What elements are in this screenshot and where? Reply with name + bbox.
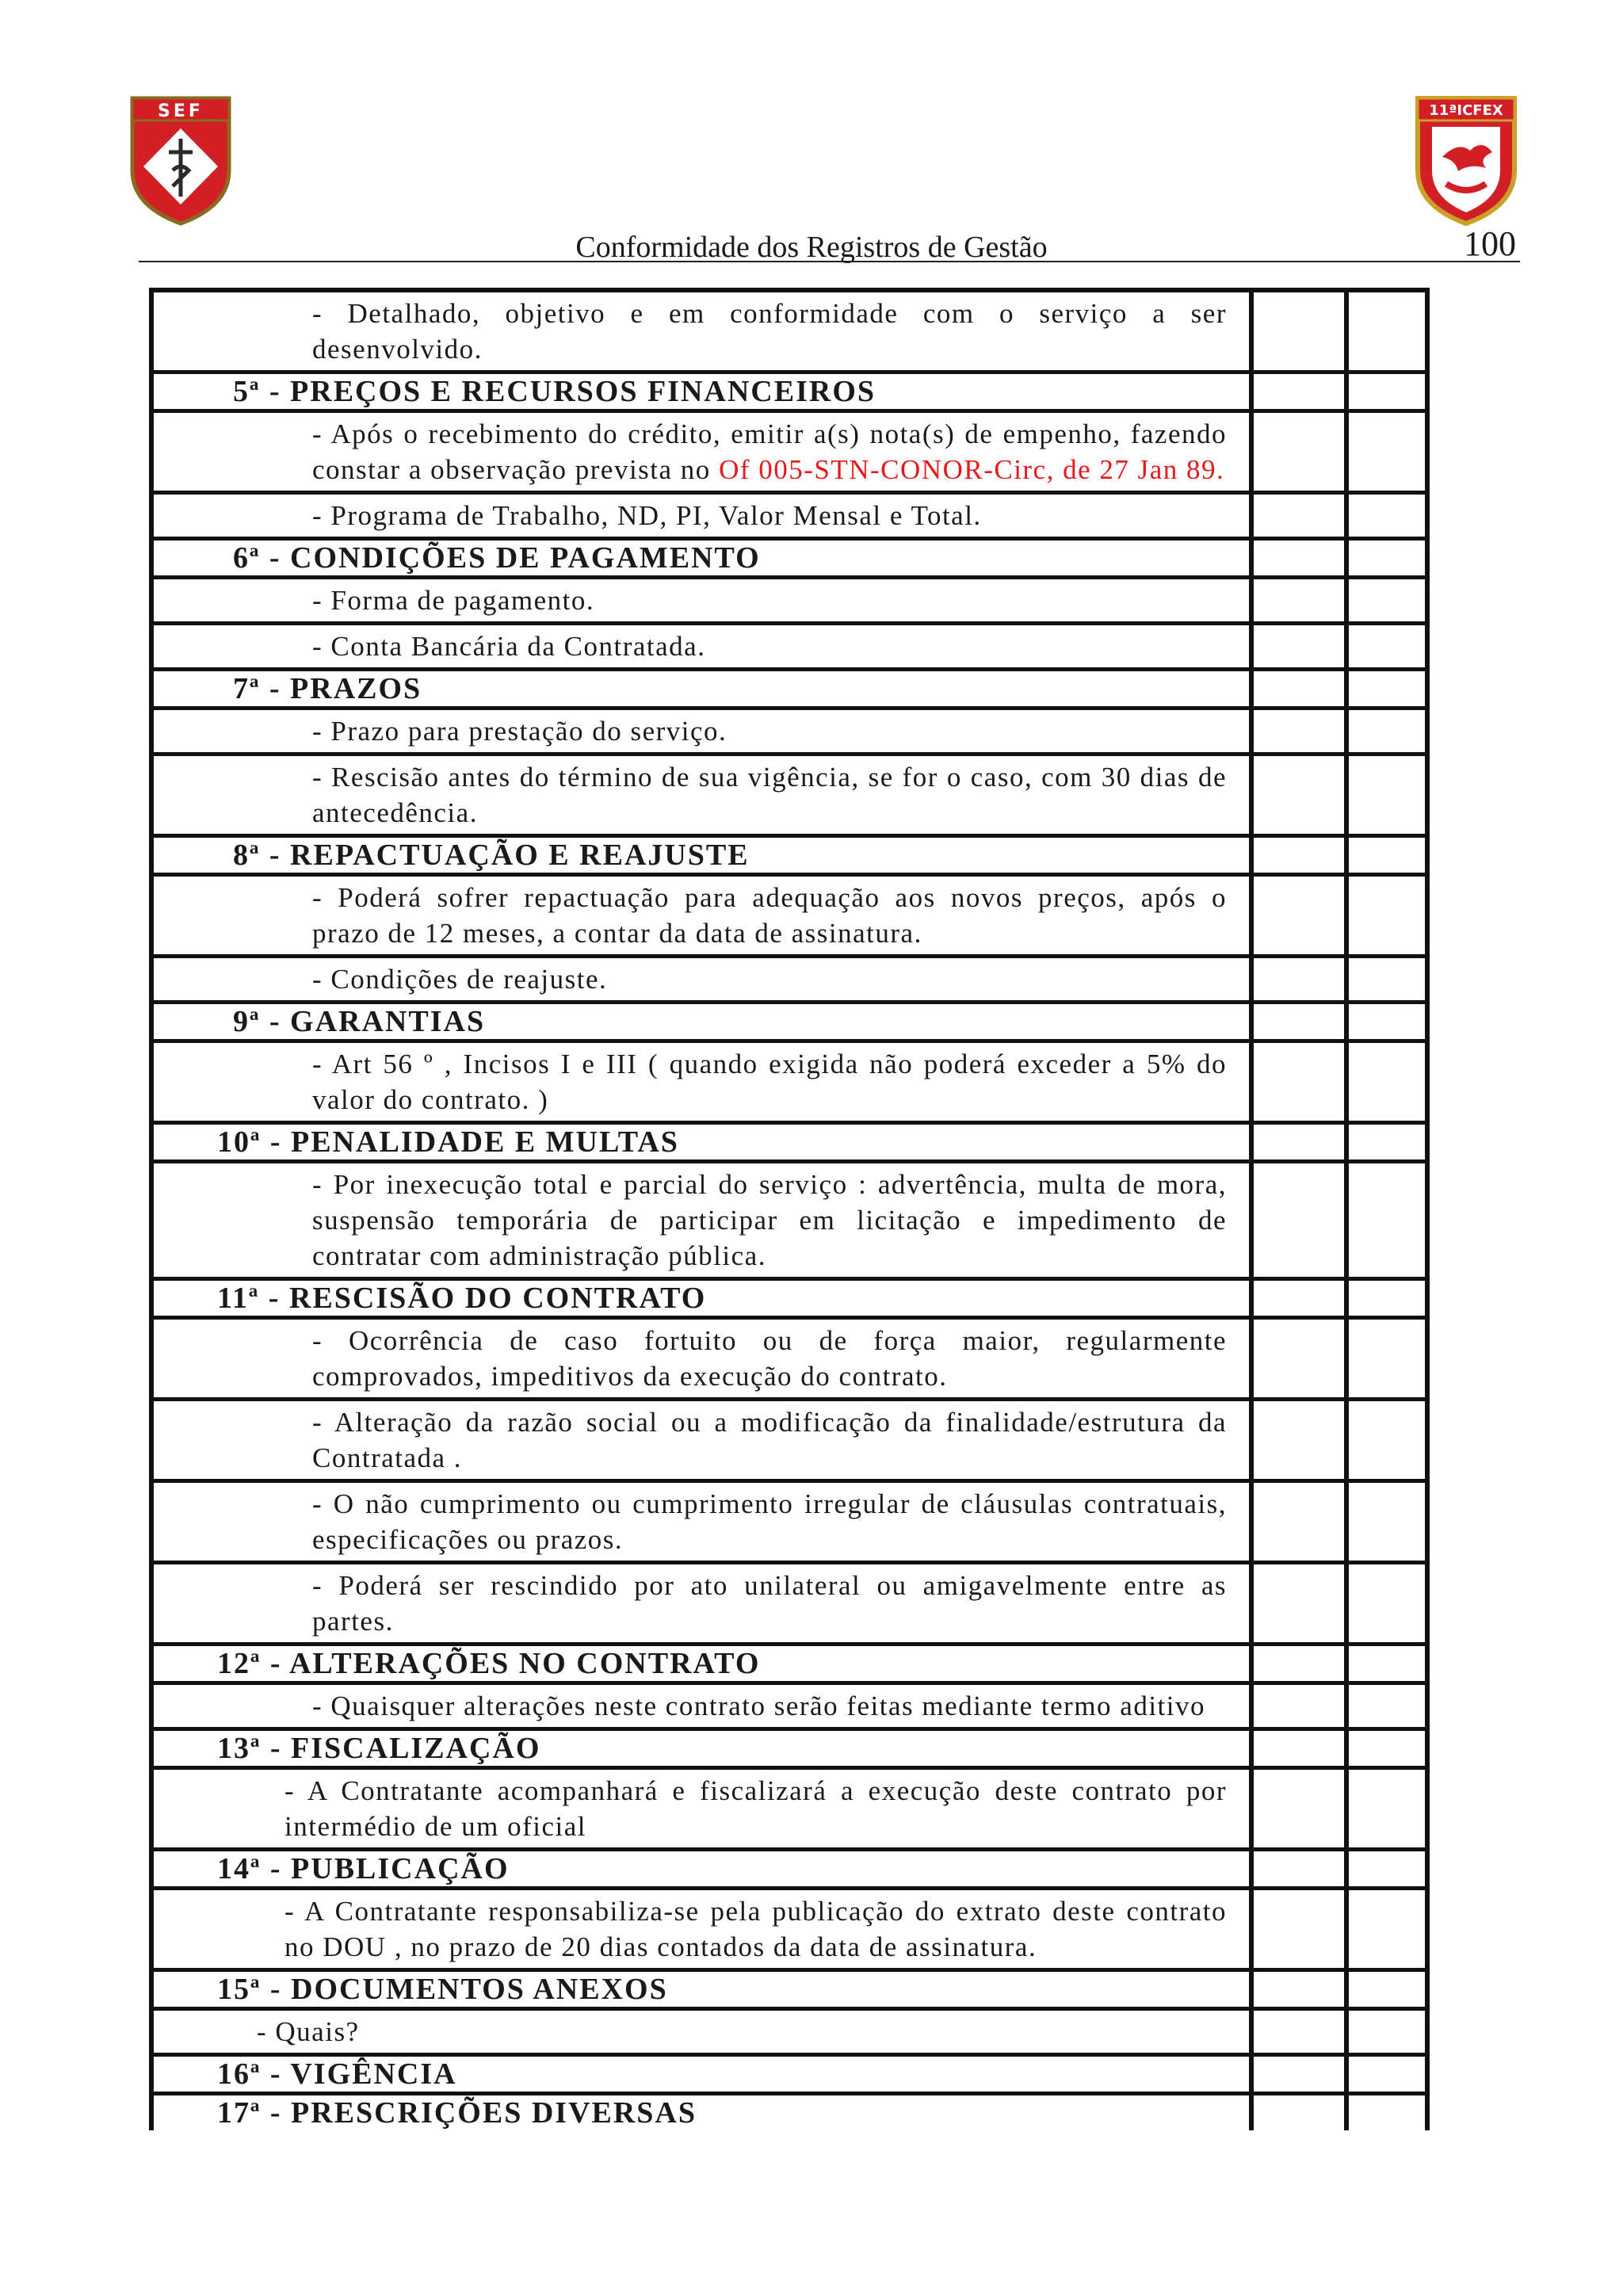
checklist-item-row: [151, 957, 1427, 1003]
section-heading-row: [151, 1279, 1427, 1318]
check-column-2-cell[interactable]: [1346, 755, 1427, 836]
checklist-item-row: [151, 875, 1427, 957]
check-column-2-cell[interactable]: [1346, 1400, 1427, 1481]
checklist-item-row: [151, 1041, 1427, 1123]
section-heading-row: [151, 1729, 1427, 1768]
item-text: - Quais?: [257, 2016, 360, 2047]
page-number: 100: [1464, 224, 1516, 263]
check-column-1-cell[interactable]: [1251, 1889, 1346, 1970]
check-column-2-cell[interactable]: [1346, 670, 1427, 709]
checklist-item-row: [151, 493, 1427, 539]
checklist-item-row: [151, 1683, 1427, 1729]
check-column-1-cell[interactable]: [1251, 1850, 1346, 1889]
item-text: - Detalhado, objetivo e em conformidade com o serviço a ser desenvolvido.: [312, 298, 1227, 365]
check-column-1-cell[interactable]: [1251, 957, 1346, 1003]
item-text: - Poderá ser rescindido por ato unilateral ou amigavelmente entre as partes.: [312, 1570, 1227, 1637]
item-text: - O não cumprimento ou cumprimento irregular de cláusulas contratuais, especificações ou prazos.: [312, 1488, 1227, 1555]
item-text: - A Contratante acompanhará e fiscalizará a execução deste contrato por intermédio de um oficial: [285, 1775, 1227, 1842]
check-column-2-cell[interactable]: [1346, 493, 1427, 539]
item-text: - Poderá sofrer repactuação para adequação aos novos preços, após o prazo de 12 meses, a contar da data de assinatura.: [312, 882, 1227, 949]
section-heading: 11ª - RESCISÃO DO CONTRATO: [217, 1282, 707, 1315]
section-heading: 9ª - GARANTIAS: [233, 1005, 486, 1038]
check-column-2-cell[interactable]: [1346, 836, 1427, 875]
check-column-1-cell[interactable]: [1251, 1481, 1346, 1563]
check-column-2-cell[interactable]: [1346, 1003, 1427, 1041]
section-heading: 12ª - ALTERAÇÕES NO CONTRATO: [217, 1647, 761, 1680]
check-column-2-cell[interactable]: [1346, 1729, 1427, 1768]
check-column-1-cell[interactable]: [1251, 1279, 1346, 1318]
section-heading: 6ª - CONDIÇÕES DE PAGAMENTO: [233, 541, 761, 575]
item-text: - Condições de reajuste.: [312, 964, 608, 995]
checklist-item-row: [151, 624, 1427, 670]
section-heading: 5ª - PREÇOS E RECURSOS FINANCEIROS: [233, 375, 876, 408]
check-column-2-cell[interactable]: [1346, 411, 1427, 493]
item-text: - Programa de Trabalho, ND, PI, Valor Mensal e Total.: [312, 500, 982, 531]
checklist-item-row: [151, 1400, 1427, 1481]
check-column-2-cell[interactable]: [1346, 1162, 1427, 1279]
checklist-item-row: [151, 578, 1427, 624]
item-text: - Ocorrência de caso fortuito ou de força maior, regularmente comprovados, impeditivos da execução do contrato.: [312, 1325, 1227, 1392]
item-text: - A Contratante responsabiliza-se pela publicação do extrato deste contrato no DOU , no prazo de 20 dias contados da data de assinatura.: [285, 1896, 1227, 1962]
check-column-2-cell[interactable]: [1346, 709, 1427, 755]
section-heading-row: [151, 1003, 1427, 1041]
check-column-2-cell[interactable]: [1346, 1683, 1427, 1729]
check-column-2-cell[interactable]: [1346, 372, 1427, 411]
checklist-item-row: [151, 1318, 1427, 1400]
svg-text:11ªICFEX: 11ªICFEX: [1429, 102, 1503, 119]
check-column-2-cell[interactable]: [1346, 1481, 1427, 1563]
check-column-2-cell[interactable]: [1346, 2094, 1427, 2131]
contract-checklist-table: [149, 288, 1430, 2130]
check-column-1-cell[interactable]: [1251, 1041, 1346, 1123]
check-column-1-cell[interactable]: [1251, 1768, 1346, 1850]
section-heading-row: [151, 539, 1427, 578]
check-column-2-cell[interactable]: [1346, 1850, 1427, 1889]
section-heading-row: [151, 372, 1427, 411]
checklist-item-row: [151, 709, 1427, 755]
section-heading-row: [151, 1645, 1427, 1683]
item-text: - Após o recebimento do crédito, emitir a(s) nota(s) de empenho, fazendo constar a observação prevista no: [312, 418, 1227, 485]
checklist-item-row: [151, 1481, 1427, 1563]
check-column-2-cell[interactable]: [1346, 2009, 1427, 2055]
item-text: - Art 56 º , Incisos I e III ( quando exigida não poderá exceder a 5% do valor do contrato. ): [312, 1049, 1227, 1115]
checklist-item-row: [151, 1563, 1427, 1645]
check-column-1-cell[interactable]: [1251, 1123, 1346, 1162]
sef-emblem-logo: [129, 95, 232, 226]
check-column-2-cell[interactable]: [1346, 1563, 1427, 1645]
checklist-item-row: [151, 755, 1427, 836]
section-heading-row: [151, 670, 1427, 709]
section-heading: 10ª - PENALIDADE E MULTAS: [217, 1125, 679, 1159]
check-column-1-cell[interactable]: [1251, 624, 1346, 670]
item-text: - Rescisão antes do término de sua vigência, se for o caso, com 30 dias de antecedência.: [312, 762, 1227, 828]
section-heading: 7ª - PRAZOS: [233, 672, 422, 705]
check-column-2-cell[interactable]: [1346, 1645, 1427, 1683]
check-column-1-cell[interactable]: [1251, 2055, 1346, 2094]
check-column-1-cell[interactable]: [1251, 2094, 1346, 2131]
section-heading-row: [151, 1850, 1427, 1889]
section-heading-row: [151, 2055, 1427, 2094]
check-column-1-cell[interactable]: [1251, 2009, 1346, 2055]
check-column-2-cell[interactable]: [1346, 1279, 1427, 1318]
item-text: - Conta Bancária da Contratada.: [312, 631, 706, 662]
check-column-1-cell[interactable]: [1251, 1729, 1346, 1768]
item-text: - Prazo para prestação do serviço.: [312, 716, 727, 747]
section-heading: 15ª - DOCUMENTOS ANEXOS: [217, 1973, 668, 2006]
check-column-2-cell[interactable]: [1346, 957, 1427, 1003]
check-column-2-cell[interactable]: [1346, 1318, 1427, 1400]
check-column-1-cell[interactable]: [1251, 1645, 1346, 1683]
check-column-1-cell[interactable]: [1251, 836, 1346, 875]
check-column-2-cell[interactable]: [1346, 875, 1427, 957]
check-column-1-cell[interactable]: [1251, 1162, 1346, 1279]
check-column-1-cell[interactable]: [1251, 493, 1346, 539]
check-column-1-cell[interactable]: [1251, 1683, 1346, 1729]
check-column-2-cell[interactable]: [1346, 1970, 1427, 2009]
check-column-2-cell[interactable]: [1346, 290, 1427, 372]
check-column-1-cell[interactable]: [1251, 539, 1346, 578]
check-column-1-cell[interactable]: [1251, 1400, 1346, 1481]
item-text: - Alteração da razão social ou a modificação da finalidade/estrutura da Contratada .: [312, 1407, 1227, 1473]
checklist-item-row: [151, 411, 1427, 493]
check-column-1-cell[interactable]: [1251, 411, 1346, 493]
check-column-1-cell[interactable]: [1251, 578, 1346, 624]
item-text: - Forma de pagamento.: [312, 585, 595, 616]
checklist-item-row: [151, 290, 1427, 372]
page-header-title: Conformidade dos Registros de Gestão: [575, 231, 1048, 264]
check-column-2-cell[interactable]: [1346, 1768, 1427, 1850]
check-column-2-cell[interactable]: [1346, 1123, 1427, 1162]
check-column-2-cell[interactable]: [1346, 578, 1427, 624]
check-column-2-cell[interactable]: [1346, 624, 1427, 670]
section-heading-row: [151, 1970, 1427, 2009]
check-column-1-cell[interactable]: [1251, 755, 1346, 836]
section-heading: 14ª - PUBLICAÇÃO: [217, 1852, 510, 1885]
check-column-1-cell[interactable]: [1251, 1970, 1346, 2009]
checklist-item-row: [151, 1768, 1427, 1850]
check-column-1-cell[interactable]: [1251, 1003, 1346, 1041]
item-text: - Por inexecução total e parcial do serviço : advertência, multa de mora, suspensão temporária de participar em licitação e impedimento de contratar com administração pública.: [312, 1169, 1227, 1271]
section-heading-row: [151, 2094, 1427, 2131]
check-column-1-cell[interactable]: [1251, 1318, 1346, 1400]
check-column-2-cell[interactable]: [1346, 2055, 1427, 2094]
section-heading: 13ª - FISCALIZAÇÃO: [217, 1732, 541, 1765]
checklist-item-row: [151, 2009, 1427, 2055]
section-heading: 8ª - REPACTUAÇÃO E REAJUSTE: [233, 839, 750, 872]
check-column-2-cell[interactable]: [1346, 1041, 1427, 1123]
item-text: - Quaisquer alterações neste contrato serão feitas mediante termo aditivo: [312, 1690, 1205, 1721]
check-column-1-cell[interactable]: [1251, 1563, 1346, 1645]
legal-reference-highlight: Of 005-STN-CONOR-Circ, de 27 Jan 89.: [719, 454, 1225, 485]
check-column-1-cell[interactable]: [1251, 290, 1346, 372]
check-column-1-cell[interactable]: [1251, 709, 1346, 755]
svg-text:SEF: SEF: [158, 101, 204, 121]
checklist-item-row: [151, 1162, 1427, 1279]
check-column-2-cell[interactable]: [1346, 1889, 1427, 1970]
checklist-item-row: [151, 1889, 1427, 1970]
section-heading: 16ª - VIGÊNCIA: [217, 2057, 457, 2091]
check-column-1-cell[interactable]: [1251, 670, 1346, 709]
section-heading-row: [151, 1123, 1427, 1162]
check-column-1-cell[interactable]: [1251, 875, 1346, 957]
check-column-1-cell[interactable]: [1251, 372, 1346, 411]
11-icfex-emblem-logo: [1415, 95, 1518, 226]
check-column-2-cell[interactable]: [1346, 539, 1427, 578]
section-heading: 17ª - PRESCRIÇÕES DIVERSAS: [217, 2096, 697, 2130]
header-divider: [139, 261, 1520, 262]
section-heading-row: [151, 836, 1427, 875]
